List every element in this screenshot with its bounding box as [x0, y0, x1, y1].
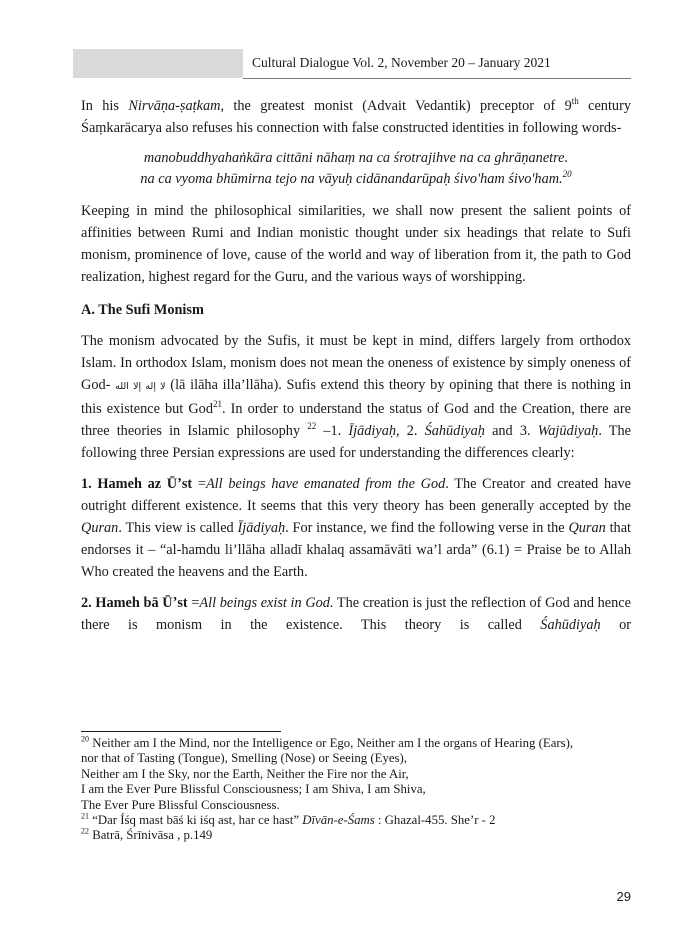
footnote-rule — [81, 731, 281, 732]
running-header: Cultural Dialogue Vol. 2, November 20 – January 2021 — [252, 55, 551, 70]
footnote-ref-21: 21 — [212, 399, 222, 410]
paragraph-intro: In his Nirvāṇa-ṣaṭkam, the greatest monist (Advait Vedantik) preceptor of 9th century Śaṃkarācarya also refuses his connection with false constructed identities in following words- — [81, 96, 631, 136]
paragraph-hameh-ba-ust: 2. Hameh bā Ūʼst =All beings exist in God. The creation is just the reflection of God and hence there is monism in the existence. This theory is called Śahūdiyaḥ or — [81, 595, 632, 633]
footnote-20-line-3: Neither am I the Sky, nor the Earth, Neither the Fire nor the Air, — [81, 766, 409, 781]
footnote-21: $^{21}$ “Dar Íśq mast bāś ki iśq ast, har ce hast” Dīvān-e-Śams : Ghazal-455. She’r - 2 — [81, 811, 496, 828]
footnote-20-line-4: I am the Ever Pure Blissful Consciousness; I am Shiva, I am Shiva, — [81, 782, 426, 797]
footnote-20-line-1: $^{20}$ Neither am I the Mind, nor the Intelligence or Ego, Neither am I the organs of Hearing (Ears), — [81, 734, 574, 750]
footnotes — [81, 736, 641, 844]
footnote-ref-20: 20 — [562, 169, 572, 180]
footnote-22: $^{22}$ Batrā, Śrīnivāsa , p.149 — [81, 827, 213, 843]
paragraph-hameh-az-ust: 1. Hameh az Ūʼst =All beings have emanated from the God. The Creator and created have outright different existence. It seems that this very theory has been generally accepted by the Quran. This view is called Ījādiyaḥ. For instance, we find the following verse in the Quran that endorses it – “al-hamdu li’llāha alladī khalaq assamāvāti wa’l arda” (6.1) = Praise be to Allah Who created the heavens and the Earth. — [81, 476, 632, 580]
paragraph-sufi-monism: The monism advocated by the Sufis, it must be kept in mind, differs largely from orthodox Islam. In orthodox Islam, monism does not mean the oneness of existence by simply oneness of God- لا إله إلا الله (lā ilāha illa’llāha). Sufis extend this theory by opining that there is nothing in this existence but God$^{21}$. In order to understand the status of God and the Creation, there are three theories in Islamic philosophy $^{22}$ –1. Ījādiyaḥ, 2. Śahūdiyaḥ and 3. Wajūdiyaḥ. The following three Persian expressions are used for understanding the differences clearly: — [81, 333, 631, 461]
footnote-ref-22: 22 — [307, 421, 317, 432]
section-heading: A. The Sufi Monism — [81, 302, 204, 318]
footnote-20-line-5: The Ever Pure Blissful Consciousness. — [81, 797, 280, 812]
page-number: 29 — [616, 889, 631, 904]
arabic-phrase: لا إله إلا الله — [115, 381, 166, 392]
paragraph-affinities: Keeping in mind the philosophical similarities, we shall now present the salient points of affinities between Rumi and Indian monistic thought under six headings that relate to Sufi monism, prominence of love, cause of the world and way of liberation from it, the path to God realization, highest regard for the Guru, and the various ways of worshipping. — [81, 203, 631, 285]
verse-line-1: manobuddhyahaṅkāra cittāni nāhaṃ na ca śrotrajihve na ca ghrāṇanetre. — [143, 150, 569, 166]
header-shade — [73, 49, 243, 78]
sanskrit-verse — [81, 148, 631, 190]
footnote-20-line-2: nor that of Tasting (Tongue), Smelling (Nose) or Seeing (Eyes), — [81, 751, 408, 766]
header-rule — [243, 78, 631, 79]
verse-line-2: na ca vyoma bhūmirna tejo na vāyuḥ cidānandarūpaḥ śivo'ham śivo'ham.$^{20}$ — [140, 169, 572, 187]
page-body — [81, 95, 631, 636]
